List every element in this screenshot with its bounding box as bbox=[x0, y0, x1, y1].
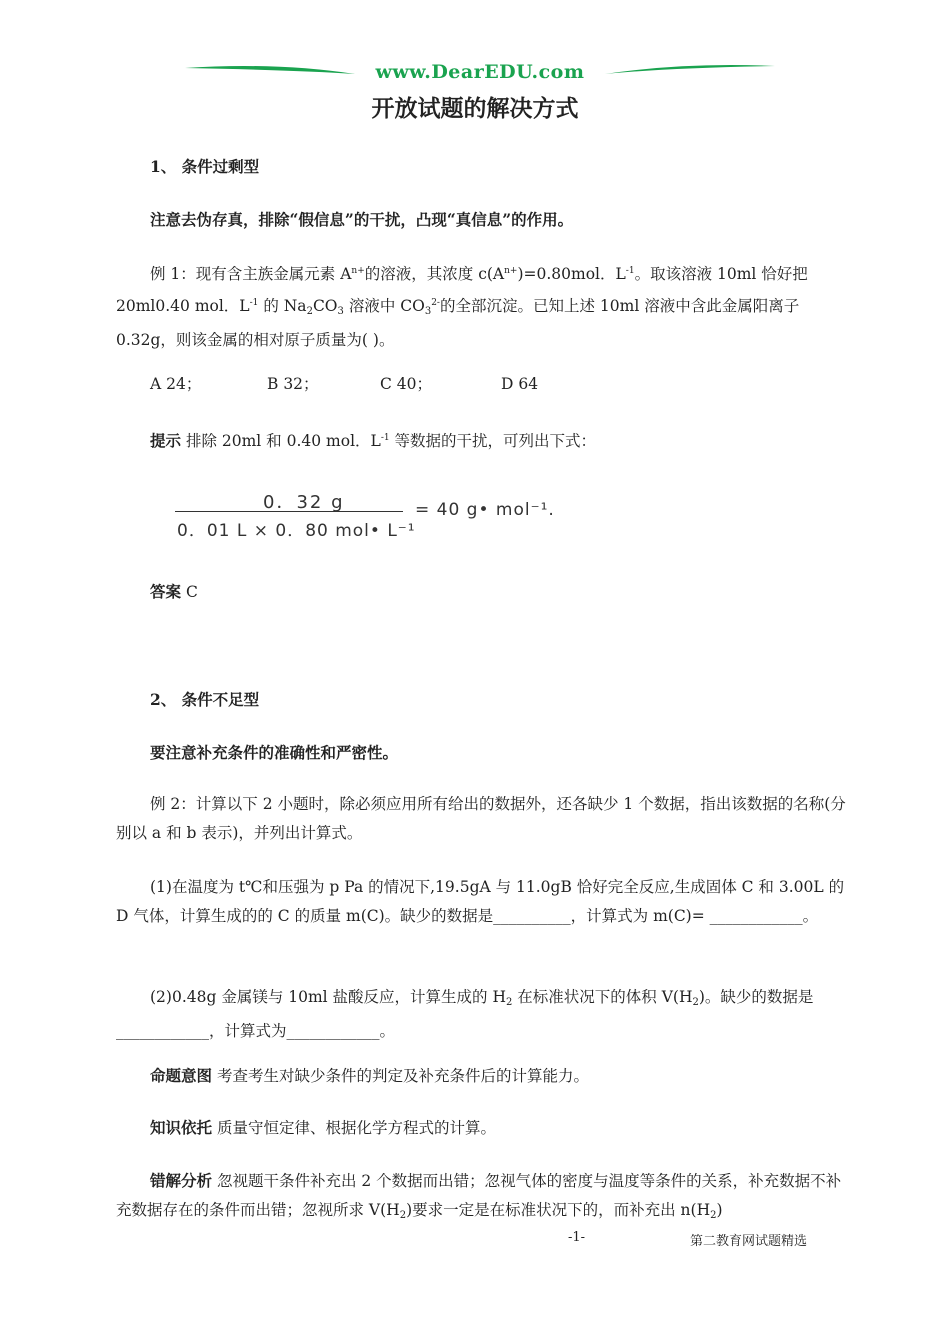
page-number: -1- bbox=[568, 1230, 586, 1245]
formula-denominator: 0．01 L × 0．80 mol• L⁻¹ bbox=[177, 521, 416, 541]
basis-line: 知识依托 质量守恒定律、根据化学方程式的计算。 bbox=[150, 1118, 496, 1137]
hint-text: 提示 排除 20ml 和 0.40 mol．$L^{-1}$ 等数据的干扰，可列出下式： bbox=[150, 431, 597, 450]
answer-line: 答案 C bbox=[150, 582, 198, 601]
section2-principle: 要注意补充条件的准确性和严密性。 bbox=[150, 743, 399, 762]
page-title: 开放试题的解决方式 bbox=[371, 95, 579, 122]
site-banner bbox=[185, 58, 775, 86]
intent-line: 命题意图 考查考生对缺少条件的判定及补充条件后的计算能力。 bbox=[150, 1066, 589, 1085]
option-c: C 40； bbox=[380, 375, 433, 393]
section1-principle: 注意去伪存真，排除“假信息”的干扰，凸现“真信息”的作用。 bbox=[150, 210, 574, 229]
section2-heading: 2、 条件不足型 bbox=[150, 690, 260, 709]
question-2: (2)0.48g 金属镁与 10ml 盐酸反应，计算生成的 $H_2$ 在标准状况下的体积 $V(H_2)$。缺少的数据是____________，计算式为____________。 bbox=[116, 988, 814, 1040]
option-a: A 24； bbox=[150, 375, 202, 393]
example1-text: 例 1：现有含主族金属元素 $A^{n+}$的溶液，其浓度 $c(A^{n+})=0.80mol$．$L^{-1}$。取该溶液 10ml 恰好把 20ml0.40 mol．$L^{-1}$ 的 $Na_2CO_3$ 溶液中 $CO_3^{2-}$的全部沉淀。已知上述 10ml 溶液中含此金属阳离子 0.32g，则该金属的相对原子质量为( )。 bbox=[116, 265, 808, 349]
footer-site-name: 第二教育网试题精选 bbox=[690, 1234, 808, 1249]
site-url: www.DearEDU.com bbox=[375, 61, 585, 83]
fraction-bar bbox=[175, 511, 403, 512]
calculation-formula bbox=[175, 486, 575, 546]
error-analysis: 错解分析 忽视题干条件补充出 2 个数据而出错；忽视气体的密度与温度等条件的关系，补充数据不补充数据存在的条件而出错；忽视所求 $V(H_2)$要求一定是在标准状况下的，而补充出 $n(H_2)$ bbox=[116, 1171, 842, 1221]
option-d: D 64 bbox=[501, 375, 539, 393]
section1-heading: 1、 条件过剩型 bbox=[150, 157, 260, 176]
formula-result: = 40 g• mol⁻¹. bbox=[415, 500, 555, 520]
formula-numerator: 0．32 g bbox=[263, 492, 345, 513]
option-b: B 32； bbox=[267, 375, 319, 393]
question-1: (1)在温度为 t℃和压强为 p Pa 的情况下,19.5gA 与 11.0gB 恰好完全反应,生成固体 C 和 3.00L 的 D 气体，计算生成的的 C 的质量 m(C)。缺少的数据是__________，计算式为 m(C)= ____________。 bbox=[116, 878, 845, 925]
example2-text: 例 2：计算以下 2 小题时，除必须应用所有给出的数据外，还各缺少 1 个数据，指出该数据的名称(分别以 a 和 b 表示)，并列出计算式。 bbox=[116, 795, 846, 842]
